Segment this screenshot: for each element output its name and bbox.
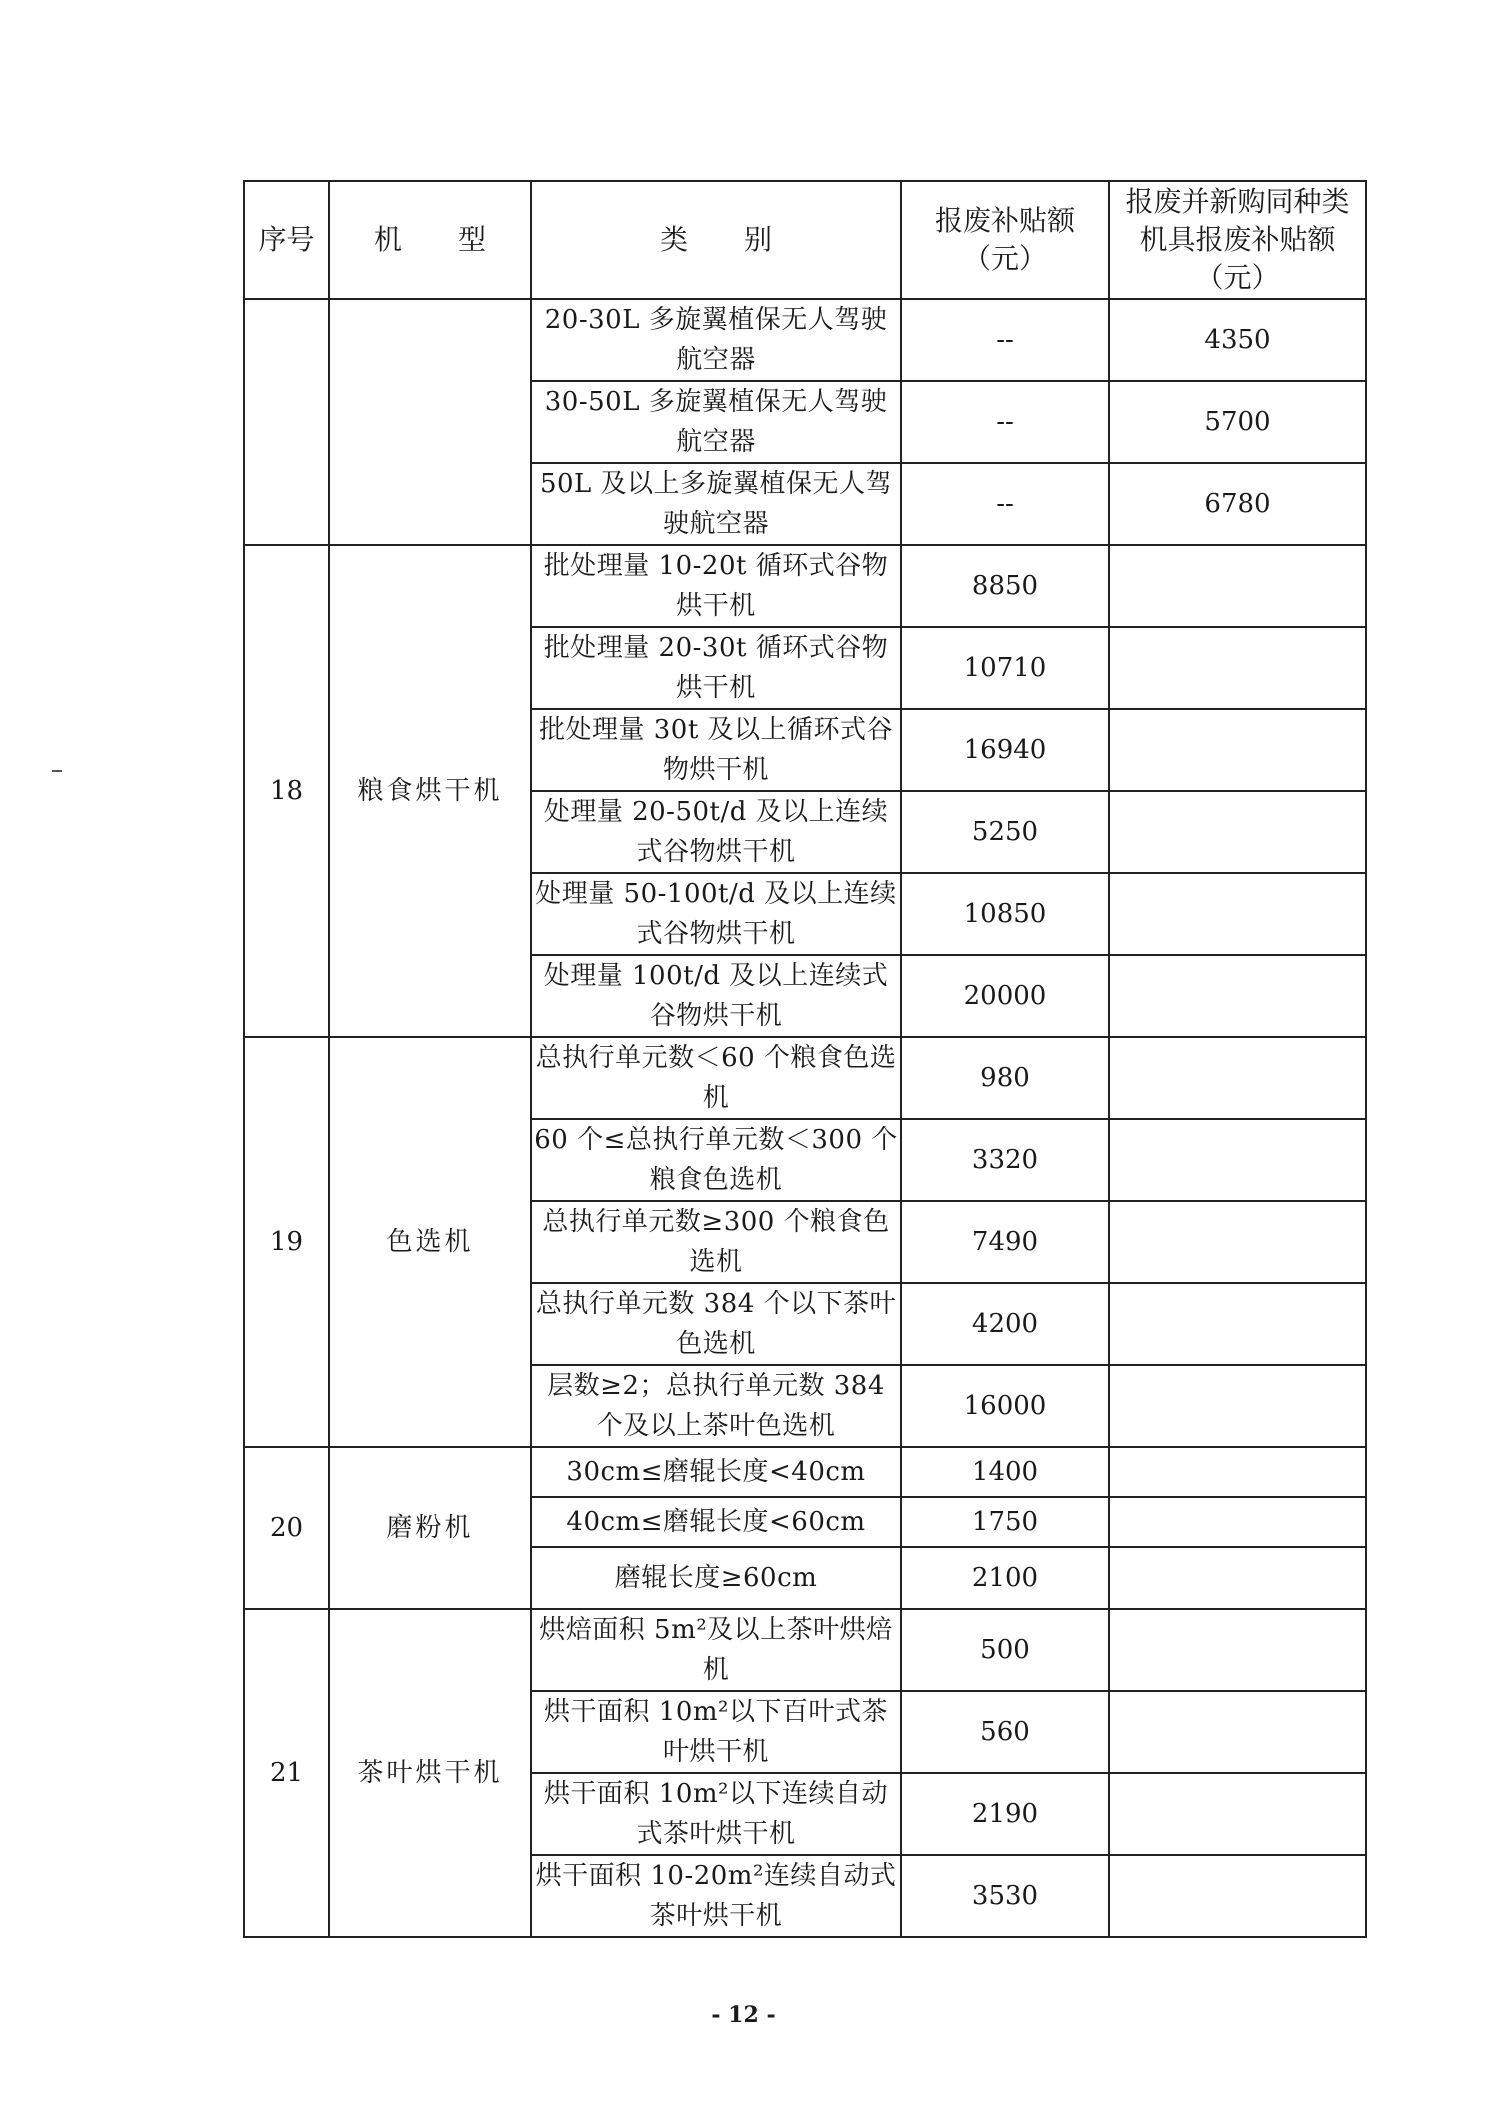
group-number-cell <box>244 299 329 545</box>
renew-subsidy-cell <box>1109 1037 1366 1119</box>
category-cell: 30cm≤磨辊长度<40cm <box>531 1447 901 1497</box>
renew-subsidy-cell <box>1109 873 1366 955</box>
subsidy-cell: 10710 <box>901 627 1109 709</box>
subsidy-cell: 3530 <box>901 1855 1109 1937</box>
page-number: - 12 - <box>711 2002 776 2028</box>
header-model: 机 型 <box>329 181 531 299</box>
renew-subsidy-cell <box>1109 1283 1366 1365</box>
category-cell: 60 个≤总执行单元数＜300 个粮食色选机 <box>531 1119 901 1201</box>
renew-subsidy-cell <box>1109 1119 1366 1201</box>
category-cell: 处理量 50-100t/d 及以上连续式谷物烘干机 <box>531 873 901 955</box>
group-number-cell: 18 <box>244 545 329 1037</box>
category-cell: 层数≥2；总执行单元数 384 个及以上茶叶色选机 <box>531 1365 901 1447</box>
subsidy-cell: 560 <box>901 1691 1109 1773</box>
category-cell: 处理量 100t/d 及以上连续式谷物烘干机 <box>531 955 901 1037</box>
renew-subsidy-cell <box>1109 1447 1366 1497</box>
group-model-cell: 磨粉机 <box>329 1447 531 1609</box>
subsidy-cell: 2100 <box>901 1547 1109 1609</box>
category-cell: 20-30L 多旋翼植保无人驾驶航空器 <box>531 299 901 381</box>
table-row <box>244 545 1366 627</box>
category-cell: 总执行单元数＜60 个粮食色选机 <box>531 1037 901 1119</box>
renew-subsidy-cell <box>1109 1547 1366 1609</box>
subsidy-cell: -- <box>901 381 1109 463</box>
header-category: 类 别 <box>531 181 901 299</box>
group-model-cell: 色选机 <box>329 1037 531 1447</box>
subsidy-cell: 980 <box>901 1037 1109 1119</box>
subsidy-cell: 3320 <box>901 1119 1109 1201</box>
header-renew-subsidy: 报废并新购同种类机具报废补贴额（元） <box>1109 181 1366 299</box>
margin-mark <box>52 770 62 772</box>
group-number-cell: 21 <box>244 1609 329 1937</box>
renew-subsidy-cell: 4350 <box>1109 299 1366 381</box>
renew-subsidy-cell: 5700 <box>1109 381 1366 463</box>
category-cell: 总执行单元数≥300 个粮食色选机 <box>531 1201 901 1283</box>
subsidy-cell: 20000 <box>901 955 1109 1037</box>
renew-subsidy-cell <box>1109 1201 1366 1283</box>
renew-subsidy-cell <box>1109 627 1366 709</box>
group-model-cell <box>329 299 531 545</box>
table-row <box>244 1037 1366 1119</box>
subsidy-cell: 500 <box>901 1609 1109 1691</box>
subsidy-cell: -- <box>901 463 1109 545</box>
renew-subsidy-cell <box>1109 1855 1366 1937</box>
category-cell: 烘干面积 10m²以下百叶式茶叶烘干机 <box>531 1691 901 1773</box>
subsidy-cell: 1750 <box>901 1497 1109 1547</box>
subsidy-cell: 2190 <box>901 1773 1109 1855</box>
table-row <box>244 299 1366 381</box>
category-cell: 50L 及以上多旋翼植保无人驾驶航空器 <box>531 463 901 545</box>
renew-subsidy-cell <box>1109 791 1366 873</box>
header-subsidy: 报废补贴额（元） <box>901 181 1109 299</box>
category-cell: 处理量 20-50t/d 及以上连续式谷物烘干机 <box>531 791 901 873</box>
renew-subsidy-cell <box>1109 1365 1366 1447</box>
category-cell: 磨辊长度≥60cm <box>531 1547 901 1609</box>
table-header-row <box>244 181 1366 299</box>
subsidy-cell: -- <box>901 299 1109 381</box>
subsidy-cell: 16000 <box>901 1365 1109 1447</box>
table-row <box>244 1609 1366 1691</box>
group-model-cell: 粮食烘干机 <box>329 545 531 1037</box>
category-cell: 烘干面积 10-20m²连续自动式茶叶烘干机 <box>531 1855 901 1937</box>
subsidy-cell: 10850 <box>901 873 1109 955</box>
subsidy-table <box>243 180 1367 1938</box>
renew-subsidy-cell <box>1109 955 1366 1037</box>
category-cell: 烘干面积 10m²以下连续自动式茶叶烘干机 <box>531 1773 901 1855</box>
category-cell: 烘焙面积 5m²及以上茶叶烘焙机 <box>531 1609 901 1691</box>
category-cell: 批处理量 20-30t 循环式谷物烘干机 <box>531 627 901 709</box>
group-number-cell: 20 <box>244 1447 329 1609</box>
subsidy-cell: 4200 <box>901 1283 1109 1365</box>
renew-subsidy-cell <box>1109 1691 1366 1773</box>
subsidy-cell: 8850 <box>901 545 1109 627</box>
header-no: 序号 <box>244 181 329 299</box>
category-cell: 总执行单元数 384 个以下茶叶色选机 <box>531 1283 901 1365</box>
category-cell: 30-50L 多旋翼植保无人驾驶航空器 <box>531 381 901 463</box>
renew-subsidy-cell <box>1109 1497 1366 1547</box>
renew-subsidy-cell <box>1109 1773 1366 1855</box>
group-model-cell: 茶叶烘干机 <box>329 1609 531 1937</box>
subsidy-cell: 7490 <box>901 1201 1109 1283</box>
renew-subsidy-cell <box>1109 1609 1366 1691</box>
subsidy-cell: 1400 <box>901 1447 1109 1497</box>
category-cell: 40cm≤磨辊长度<60cm <box>531 1497 901 1547</box>
renew-subsidy-cell <box>1109 709 1366 791</box>
renew-subsidy-cell: 6780 <box>1109 463 1366 545</box>
subsidy-cell: 16940 <box>901 709 1109 791</box>
subsidy-cell: 5250 <box>901 791 1109 873</box>
category-cell: 批处理量 10-20t 循环式谷物烘干机 <box>531 545 901 627</box>
table-row <box>244 1447 1366 1497</box>
group-number-cell: 19 <box>244 1037 329 1447</box>
category-cell: 批处理量 30t 及以上循环式谷物烘干机 <box>531 709 901 791</box>
table-body <box>244 299 1366 1937</box>
renew-subsidy-cell <box>1109 545 1366 627</box>
